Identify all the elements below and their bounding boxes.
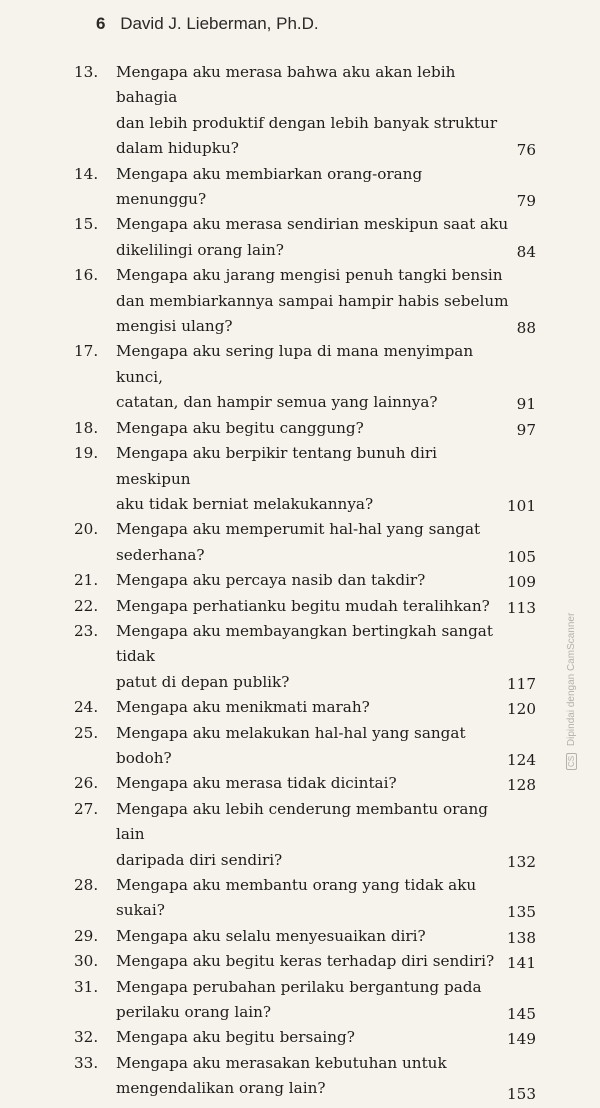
page-number: 6 (96, 14, 106, 33)
entry-number: 15. (74, 215, 99, 234)
entry-number: 22. (74, 596, 99, 615)
entry-title: Mengapa aku membiarkan orang-orang menunggu? (116, 164, 423, 209)
entry-title: Mengapa aku merasa bahwa aku akan lebih bahagia dan lebih produktif dengan lebih banyak struktur dalam hidupku? (116, 63, 498, 158)
running-header (96, 14, 319, 34)
toc-entry (0, 1025, 600, 1050)
entry-page-number: 120 (507, 700, 536, 719)
entry-number: 14. (74, 164, 99, 183)
toc-entry (0, 771, 600, 796)
toc-entry (0, 594, 600, 619)
toc-entry (0, 517, 600, 568)
toc-entry (0, 416, 600, 441)
entry-number: 28. (74, 876, 99, 894)
entry-title: Mengapa aku selalu menyesuaikan diri? (116, 926, 426, 945)
entry-title: Mengapa perubahan perilaku bergantung pada perilaku orang lain? (116, 977, 482, 1022)
toc-entry (0, 695, 600, 720)
entry-title: Mengapa aku berpikir tentang bunuh diri meskipun aku tidak berniat melakukannya? (116, 444, 437, 513)
entry-number: 21. (74, 571, 99, 590)
entry-page-number: 84 (516, 242, 536, 261)
entry-number: 18. (74, 418, 99, 437)
entry-page-number: 153 (507, 1085, 536, 1104)
toc-entry (0, 263, 600, 339)
toc-entry (0, 797, 600, 873)
entry-page-number: 124 (507, 750, 536, 769)
entry-title: Mengapa aku merasa sendirian meskipun saat aku dikelilingi orang lain? (116, 215, 509, 259)
entry-title: Mengapa aku sering lupa di mana menyimpan kunci, catatan, dan hampir semua yang lainnya? (116, 342, 474, 412)
entry-page-number: 91 (516, 395, 536, 414)
entry-page-number: 88 (516, 319, 536, 338)
entry-number: 32. (74, 1028, 99, 1047)
toc-entry (0, 162, 600, 213)
entry-number: 17. (74, 342, 99, 361)
toc-entry (0, 60, 600, 162)
entry-title: Mengapa aku membantu orang yang tidak aku sukai? (116, 876, 477, 920)
author-name: David J. Lieberman, Ph.D. (120, 14, 319, 33)
scanner-watermark (566, 613, 577, 770)
camscanner-icon: CS (566, 753, 577, 770)
entry-page-number: 145 (507, 1005, 536, 1024)
entry-number: 26. (74, 774, 99, 793)
entry-page-number: 79 (516, 192, 536, 211)
entry-page-number: 97 (516, 420, 536, 439)
entry-title: Mengapa aku merasa tidak dicintai? (116, 774, 397, 793)
entry-title: Mengapa aku menikmati marah? (116, 698, 370, 717)
toc-entry (0, 619, 600, 695)
entry-title: Mengapa perhatianku begitu mudah teralihkan? (116, 596, 490, 615)
entry-number: 31. (74, 977, 99, 996)
entry-title: Mengapa aku begitu bersaing? (116, 1028, 355, 1047)
entry-title: Mengapa aku jarang mengisi penuh tangki bensin dan membiarkannya sampai hampir habis sebelum mengisi ulang? (116, 266, 509, 336)
entry-number: 25. (74, 723, 99, 742)
entry-page-number: 135 (507, 903, 536, 922)
entry-title: Mengapa aku begitu keras terhadap diri sendiri? (116, 952, 495, 971)
entry-title: Mengapa aku memperumit hal-hal yang sangat sederhana? (116, 520, 481, 564)
entry-page-number: 132 (507, 852, 536, 871)
toc-entry (0, 721, 600, 772)
toc-entry (0, 873, 600, 924)
toc-entry (0, 1051, 600, 1102)
entry-page-number: 76 (516, 141, 536, 160)
entry-page-number: 105 (507, 547, 536, 566)
entry-number: 33. (74, 1053, 99, 1072)
toc-entry (0, 924, 600, 949)
entry-number: 23. (74, 621, 99, 640)
watermark-text: Dipindai dengan CamScanner (566, 612, 577, 747)
entry-title: Mengapa aku percaya nasib dan takdir? (116, 571, 426, 590)
entry-title: Mengapa aku merasakan kebutuhan untuk mengendalikan orang lain? (116, 1053, 447, 1098)
entry-number: 19. (74, 444, 99, 463)
entry-page-number: 128 (507, 776, 536, 795)
entry-page-number: 117 (507, 674, 536, 693)
entry-number: 13. (74, 63, 99, 81)
toc-entry (0, 975, 600, 1026)
entry-page-number: 141 (507, 954, 536, 973)
toc-entry (0, 568, 600, 593)
entry-number: 20. (74, 520, 99, 539)
toc-entry (0, 212, 600, 263)
entry-page-number: 109 (507, 573, 536, 592)
entry-number: 16. (74, 266, 99, 285)
entry-title: Mengapa aku membayangkan bertingkah sangat tidak patut di depan publik? (116, 621, 493, 691)
entry-title: Mengapa aku begitu canggung? (116, 418, 364, 437)
entry-title: Mengapa aku melakukan hal-hal yang sangat bodoh? (116, 723, 466, 767)
entry-number: 30. (74, 952, 99, 971)
toc-entry (0, 441, 600, 517)
entry-page-number: 101 (507, 496, 536, 515)
entry-title: Mengapa aku lebih cenderung membantu orang lain daripada diri sendiri? (116, 799, 488, 869)
entry-page-number: 149 (507, 1030, 536, 1049)
entry-page-number: 138 (507, 928, 536, 947)
toc-entry (0, 339, 600, 415)
entry-number: 29. (74, 926, 99, 945)
entry-number: 24. (74, 698, 99, 717)
table-of-contents (0, 60, 600, 1102)
entry-page-number: 113 (507, 598, 536, 617)
toc-entry (0, 949, 600, 974)
entry-number: 27. (74, 799, 99, 818)
